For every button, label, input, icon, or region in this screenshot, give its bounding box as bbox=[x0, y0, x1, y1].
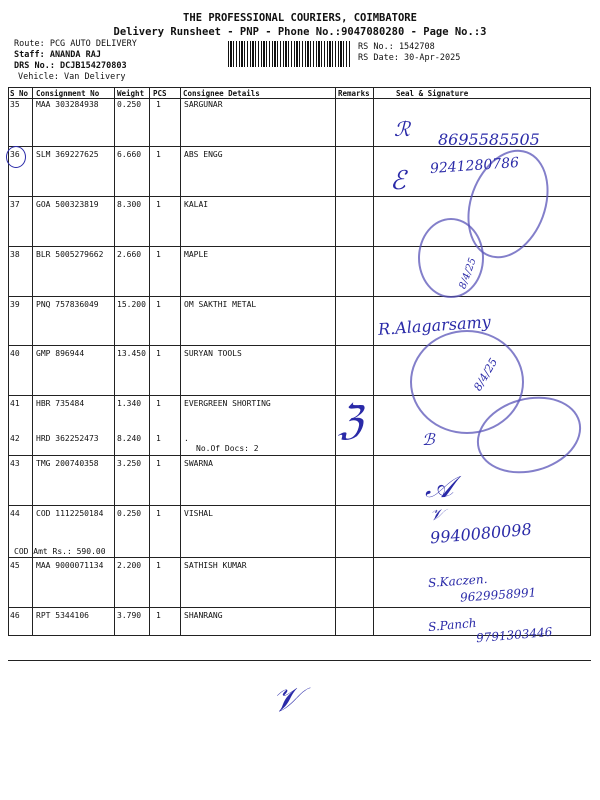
signature: ℬ bbox=[422, 430, 435, 449]
row-consignee: VISHAL bbox=[184, 509, 213, 518]
row-weight: 2.200 bbox=[117, 561, 142, 570]
row-consignment-no: MAA 9000071134 bbox=[36, 561, 104, 570]
row-consignee: OM SAKTHI METAL bbox=[184, 300, 257, 309]
vehicle-label: Vehicle: Van Delivery bbox=[18, 72, 126, 82]
row-consignment-no: BLR 5005279662 bbox=[36, 250, 104, 259]
handwritten-name: S.Kaczen. bbox=[427, 571, 488, 591]
row-consignee: ABS ENGG bbox=[184, 150, 223, 159]
row-consignment-no: COD 1112250184 bbox=[36, 509, 104, 518]
row-pcs: 1 bbox=[156, 434, 161, 443]
col-header-weight: Weight bbox=[117, 89, 145, 98]
row-weight: 8.240 bbox=[117, 434, 142, 443]
row-consignment-no: SLM 369227625 bbox=[36, 150, 99, 159]
handwritten-phone: 9791303446 bbox=[475, 624, 553, 646]
row-sno: 37 bbox=[10, 200, 20, 209]
row-separator bbox=[8, 557, 591, 558]
signature: ℛ bbox=[394, 117, 410, 141]
handwritten-name: R.Alagarsamy bbox=[377, 312, 492, 339]
col-header-consignment: Consignment No bbox=[36, 89, 100, 98]
col-header-pcs: PCS bbox=[153, 89, 167, 98]
row-sno: 45 bbox=[10, 561, 20, 570]
row-sno: 41 bbox=[10, 399, 20, 408]
row-sno: 40 bbox=[10, 349, 20, 358]
row-separator bbox=[8, 296, 591, 297]
col-divider bbox=[8, 87, 9, 635]
col-header-sno: S No bbox=[10, 89, 29, 98]
signature: ℨ bbox=[338, 398, 363, 444]
rs-number: RS No.: 1542708 bbox=[358, 42, 435, 52]
row-pcs: 1 bbox=[156, 399, 161, 408]
row-weight: 15.200 bbox=[117, 300, 146, 309]
row-consignment-no: GOA 500323819 bbox=[36, 200, 99, 209]
row-separator bbox=[8, 660, 591, 661]
handwritten-phone: 9940080098 bbox=[429, 519, 533, 548]
signature: ℰ bbox=[390, 166, 406, 196]
col-divider bbox=[373, 87, 374, 635]
runsheet-subtitle: Delivery Runsheet - PNP - Phone No.:9047080280 - Page No.:3 bbox=[113, 26, 487, 38]
row-pcs: 1 bbox=[156, 200, 161, 209]
row-separator bbox=[8, 505, 591, 506]
row-note: No.Of Docs: 2 bbox=[196, 444, 259, 453]
handwritten-date: 8/4/25 bbox=[457, 256, 479, 291]
row-weight: 3.250 bbox=[117, 459, 142, 468]
col-header-consignee: Consignee Details bbox=[183, 89, 260, 98]
row-weight: 6.660 bbox=[117, 150, 142, 159]
row-weight: 2.660 bbox=[117, 250, 142, 259]
row-sno: 39 bbox=[10, 300, 20, 309]
row-consignee: . bbox=[184, 434, 189, 443]
row-consignment-no: HRD 362252473 bbox=[36, 434, 99, 443]
row-consignment-no: MAA 303284938 bbox=[36, 100, 99, 109]
handwritten-name: S.Panch bbox=[427, 615, 478, 635]
col-header-remarks: Remarks bbox=[338, 89, 370, 98]
signature: 𝒜 bbox=[425, 470, 454, 505]
row-weight: 3.790 bbox=[117, 611, 142, 620]
table-header-border bbox=[8, 98, 591, 99]
staff-label: Staff: ANANDA RAJ bbox=[14, 50, 101, 60]
row-sno: 36 bbox=[10, 150, 20, 159]
col-divider bbox=[180, 87, 181, 635]
route-label: Route: PCG AUTO DELIVERY bbox=[14, 39, 137, 49]
rs-date: RS Date: 30-Apr-2025 bbox=[358, 53, 461, 63]
row-consignment-no: RPT 5344106 bbox=[36, 611, 89, 620]
barcode bbox=[228, 41, 350, 67]
row-consignee: SWARNA bbox=[184, 459, 213, 468]
row-pcs: 1 bbox=[156, 509, 161, 518]
row-weight: 13.450 bbox=[117, 349, 146, 358]
row-weight: 0.250 bbox=[117, 509, 142, 518]
col-divider bbox=[114, 87, 115, 635]
row-consignment-no: HBR 735484 bbox=[36, 399, 85, 408]
row-pcs: 1 bbox=[156, 250, 161, 259]
row-consignee: SATHISH KUMAR bbox=[184, 561, 247, 570]
row-pcs: 1 bbox=[156, 611, 161, 620]
handwritten-phone: 9241280786 bbox=[429, 154, 520, 178]
company-title: THE PROFESSIONAL COURIERS, COIMBATORE bbox=[183, 12, 417, 24]
row-consignee: SHANRANG bbox=[184, 611, 223, 620]
row-pcs: 1 bbox=[156, 561, 161, 570]
row-consignee: KALAI bbox=[184, 200, 209, 209]
col-header-seal-signature: Seal & Signature bbox=[396, 89, 469, 98]
drs-number: DRS No.: DCJB154270803 bbox=[14, 61, 127, 71]
row-pcs: 1 bbox=[156, 459, 161, 468]
row-sno: 44 bbox=[10, 509, 20, 518]
row-weight: 0.250 bbox=[117, 100, 142, 109]
handwritten-phone: 8695585505 bbox=[438, 130, 540, 149]
row-sno: 38 bbox=[10, 250, 20, 259]
cod-amount: COD Amt Rs.: 590.00 bbox=[14, 547, 106, 556]
row-weight: 8.300 bbox=[117, 200, 142, 209]
col-divider bbox=[335, 87, 336, 635]
circled-row-mark bbox=[6, 146, 26, 168]
row-pcs: 1 bbox=[156, 150, 161, 159]
row-weight: 1.340 bbox=[117, 399, 142, 408]
row-consignee: SURYAN TOOLS bbox=[184, 349, 242, 358]
row-sno: 46 bbox=[10, 611, 20, 620]
row-consignment-no: GMP 896944 bbox=[36, 349, 85, 358]
col-divider bbox=[149, 87, 150, 635]
row-sno: 42 bbox=[10, 434, 20, 443]
row-consignee: EVERGREEN SHORTING bbox=[184, 399, 271, 408]
signature: 𝒱 bbox=[430, 505, 444, 524]
signature: 𝒱 bbox=[272, 680, 301, 720]
row-consignment-no: PNQ 757836049 bbox=[36, 300, 99, 309]
row-pcs: 1 bbox=[156, 100, 161, 109]
table-top-border bbox=[8, 87, 591, 88]
row-consignee: MAPLE bbox=[184, 250, 209, 259]
row-pcs: 1 bbox=[156, 349, 161, 358]
row-consignee: SARGUNAR bbox=[184, 100, 223, 109]
col-divider bbox=[590, 87, 591, 635]
row-sno: 35 bbox=[10, 100, 20, 109]
row-pcs: 1 bbox=[156, 300, 161, 309]
handwritten-date: 8/4/25 bbox=[471, 355, 501, 394]
row-consignment-no: TMG 200740358 bbox=[36, 459, 99, 468]
handwritten-phone: 9629958991 bbox=[459, 585, 537, 605]
row-sno: 43 bbox=[10, 459, 20, 468]
row-separator bbox=[8, 607, 591, 608]
